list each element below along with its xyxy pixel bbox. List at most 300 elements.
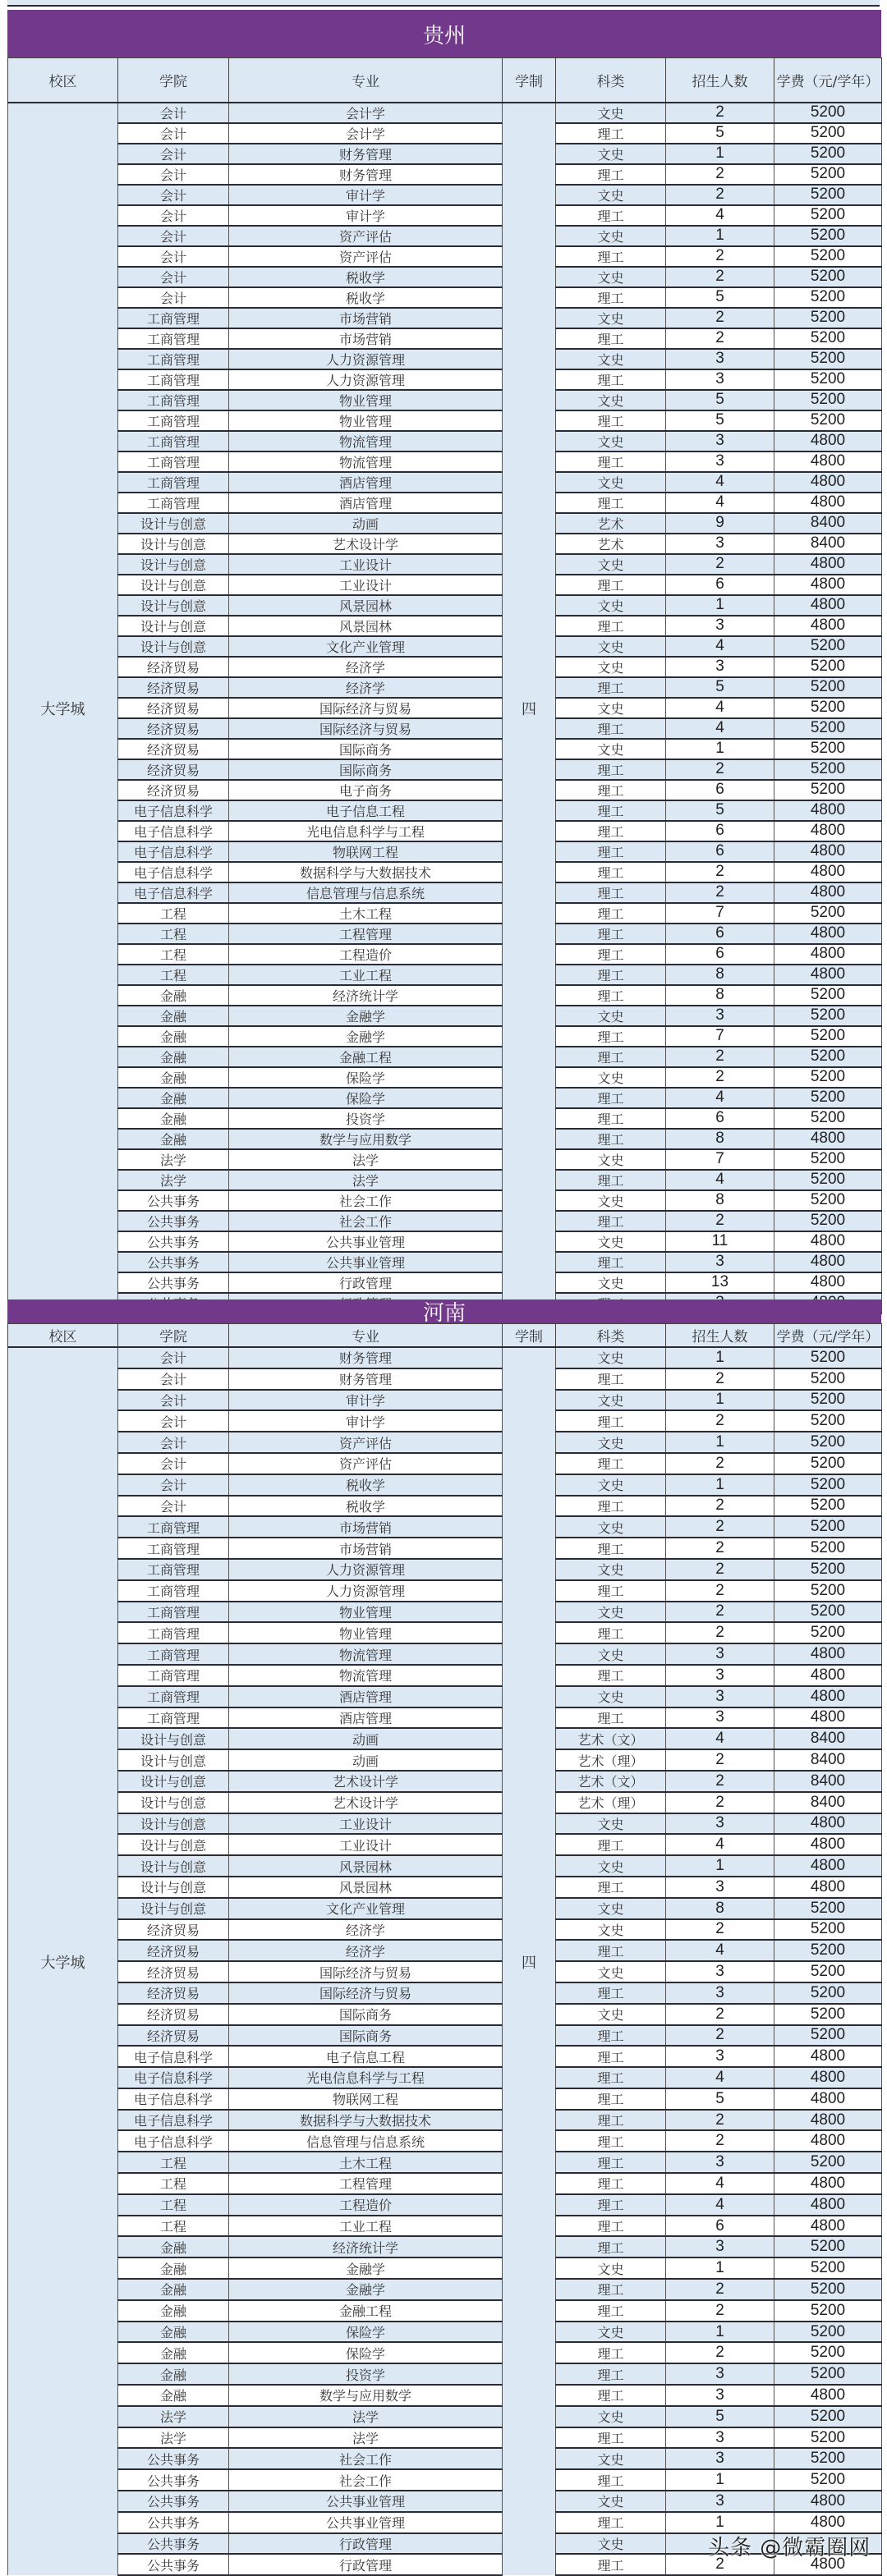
major-cell: 风景园林 [229, 1855, 503, 1877]
enrollment-cell: 2 [666, 267, 774, 287]
college-cell: 工商管理 [118, 369, 229, 390]
enrollment-cell: 2 [666, 2110, 774, 2131]
tuition-cell: 5200 [774, 267, 882, 287]
category-cell: 理工 [556, 1622, 666, 1643]
enrollment-cell: 2 [666, 2279, 774, 2300]
enrollment-cell: 6 [666, 2216, 774, 2237]
table-row [8, 513, 882, 534]
tuition-cell: 4800 [774, 965, 882, 985]
major-cell: 酒店管理 [229, 1686, 503, 1707]
major-cell: 资产评估 [229, 1453, 503, 1474]
major-cell: 风景园林 [229, 595, 503, 616]
duration-cell: 四 [503, 1347, 556, 2575]
tuition-cell: 4800 [774, 1272, 882, 1293]
enrollment-cell: 4 [666, 1834, 774, 1855]
major-cell: 光电信息科学与工程 [229, 2067, 503, 2088]
major-cell: 财务管理 [229, 1368, 503, 1390]
enrollment-table [7, 1323, 882, 2576]
tuition-cell: 5200 [774, 103, 882, 123]
table-row [8, 554, 882, 575]
major-cell: 资产评估 [229, 1432, 503, 1453]
tuition-cell: 4800 [774, 1252, 882, 1272]
category-cell: 理工 [556, 965, 666, 985]
table-row [8, 390, 882, 410]
enrollment-cell: 2 [666, 1047, 774, 1067]
category-cell: 理工 [556, 369, 666, 390]
college-cell: 设计与创意 [118, 595, 229, 616]
tuition-cell: 5200 [774, 1453, 882, 1474]
college-cell: 电子信息科学 [118, 2088, 229, 2110]
college-cell: 工商管理 [118, 1707, 229, 1729]
table-row [8, 595, 882, 616]
table-row [8, 1368, 882, 1390]
tuition-cell: 4800 [774, 2194, 882, 2216]
major-cell: 投资学 [229, 2363, 503, 2385]
tuition-cell: 5200 [774, 1170, 882, 1190]
table-row [8, 328, 882, 349]
category-cell: 艺术（理） [556, 1792, 666, 1813]
major-cell: 金融工程 [229, 2300, 503, 2322]
college-cell: 电子信息科学 [118, 821, 229, 841]
category-cell: 理工 [556, 1580, 666, 1602]
tuition-cell: 4800 [774, 2067, 882, 2088]
enrollment-cell: 8 [666, 1898, 774, 1919]
watermark: 头条 @微霸圈网 [708, 2536, 871, 2560]
college-cell: 金融 [118, 2385, 229, 2406]
tuition-cell: 5200 [774, 1602, 882, 1623]
col-tuition: 学费（元/学年） [774, 58, 882, 103]
category-cell: 文史 [556, 144, 666, 164]
col-college: 学院 [118, 58, 229, 103]
table-row [8, 616, 882, 636]
major-cell: 酒店管理 [229, 472, 503, 493]
campus-cell: 大学城 [8, 103, 118, 1313]
college-cell: 会计 [118, 1368, 229, 1390]
college-cell: 电子信息科学 [118, 2110, 229, 2131]
category-cell: 文史 [556, 2257, 666, 2279]
major-cell: 工业工程 [229, 965, 503, 985]
college-cell: 工程 [118, 903, 229, 924]
major-cell: 资产评估 [229, 246, 503, 267]
table-row [8, 2469, 882, 2491]
college-cell: 设计与创意 [118, 554, 229, 575]
major-cell: 经济学 [229, 1919, 503, 1941]
college-cell: 设计与创意 [118, 1728, 229, 1749]
table-row [8, 267, 882, 287]
category-cell: 文史 [556, 1149, 666, 1170]
major-cell: 工业设计 [229, 554, 503, 575]
table-row [8, 1347, 882, 1368]
enrollment-cell: 1 [666, 2512, 774, 2533]
college-cell: 电子信息科学 [118, 2046, 229, 2067]
table-row [8, 1047, 882, 1067]
major-cell: 投资学 [229, 1108, 503, 1129]
college-cell: 经济贸易 [118, 1961, 229, 1982]
category-cell: 理工 [556, 410, 666, 431]
college-cell: 会计 [118, 185, 229, 205]
enrollment-cell: 2 [666, 1368, 774, 1390]
enrollment-cell: 2 [666, 1453, 774, 1474]
category-cell: 文史 [556, 1813, 666, 1835]
table-row [8, 718, 882, 739]
major-cell: 市场营销 [229, 1516, 503, 1538]
major-cell: 公共事业管理 [229, 2491, 503, 2512]
major-cell: 财务管理 [229, 1347, 503, 1368]
table-row [8, 2300, 882, 2322]
tuition-cell: 5200 [774, 164, 882, 185]
category-cell: 理工 [556, 903, 666, 924]
tuition-cell: 5200 [774, 1211, 882, 1231]
tuition-cell: 4800 [774, 2110, 882, 2131]
category-cell: 文史 [556, 1067, 666, 1088]
category-cell: 理工 [556, 2194, 666, 2216]
tuition-cell: 4800 [774, 2216, 882, 2237]
enrollment-cell: 2 [666, 308, 774, 328]
tuition-cell: 5200 [774, 780, 882, 800]
table-row [8, 800, 882, 821]
college-cell: 设计与创意 [118, 1855, 229, 1877]
college-cell: 电子信息科学 [118, 800, 229, 821]
tuition-cell: 5200 [774, 698, 882, 718]
header-row [8, 1324, 882, 1348]
enrollment-cell: 2 [666, 759, 774, 780]
tuition-cell: 4800 [774, 595, 882, 616]
table-row [8, 1855, 882, 1877]
table-row [8, 2448, 882, 2469]
category-cell: 理工 [556, 1982, 666, 2004]
category-cell: 理工 [556, 1047, 666, 1067]
college-cell: 公共事务 [118, 1252, 229, 1272]
college-cell: 电子信息科学 [118, 862, 229, 882]
category-cell: 艺术（理） [556, 1749, 666, 1771]
major-cell: 人力资源管理 [229, 349, 503, 369]
college-cell: 金融 [118, 2342, 229, 2363]
college-cell: 经济贸易 [118, 718, 229, 739]
major-cell: 数学与应用数学 [229, 1129, 503, 1149]
enrollment-cell: 8 [666, 985, 774, 1006]
category-cell: 理工 [556, 1940, 666, 1961]
tuition-cell: 4800 [774, 1834, 882, 1855]
enrollment-cell: 3 [666, 431, 774, 451]
major-cell: 动画 [229, 513, 503, 534]
category-cell: 理工 [556, 2427, 666, 2449]
category-cell: 理工 [556, 1108, 666, 1129]
tuition-cell: 4800 [774, 1231, 882, 1252]
major-cell: 动画 [229, 1749, 503, 1771]
tuition-cell: 8400 [774, 1771, 882, 1792]
col-campus: 校区 [8, 1324, 118, 1348]
college-cell: 经济贸易 [118, 698, 229, 718]
table-row [8, 780, 882, 800]
category-cell: 艺术（文） [556, 1728, 666, 1749]
college-cell: 设计与创意 [118, 616, 229, 636]
major-cell: 经济统计学 [229, 2236, 503, 2257]
table-row [8, 1792, 882, 1813]
table-row [8, 2067, 882, 2088]
enrollment-cell: 3 [666, 534, 774, 554]
major-cell: 人力资源管理 [229, 1580, 503, 1602]
table-row [8, 985, 882, 1006]
category-cell: 理工 [556, 2279, 666, 2300]
enrollment-cell: 1 [666, 1855, 774, 1877]
enrollment-cell: 3 [666, 657, 774, 677]
category-cell: 文史 [556, 1474, 666, 1496]
tuition-cell: 4800 [774, 841, 882, 862]
enrollment-table [7, 57, 882, 1314]
major-cell: 税收学 [229, 1474, 503, 1496]
college-cell: 会计 [118, 1390, 229, 1411]
college-cell: 会计 [118, 1453, 229, 1474]
category-cell: 文史 [556, 1643, 666, 1665]
section-guizhou [7, 10, 881, 1314]
major-cell: 土木工程 [229, 903, 503, 924]
category-cell: 文史 [556, 1686, 666, 1707]
category-cell: 理工 [556, 1252, 666, 1272]
college-cell: 金融 [118, 1088, 229, 1108]
table-row [8, 739, 882, 759]
tuition-cell: 5200 [774, 759, 882, 780]
tuition-cell: 5200 [774, 2342, 882, 2363]
tuition-cell: 5200 [774, 1622, 882, 1643]
category-cell: 理工 [556, 575, 666, 595]
enrollment-cell: 6 [666, 821, 774, 841]
major-cell: 国际商务 [229, 759, 503, 780]
enrollment-cell: 3 [666, 2363, 774, 2385]
college-cell: 工商管理 [118, 1665, 229, 1686]
college-cell: 设计与创意 [118, 1834, 229, 1855]
table-row [8, 944, 882, 965]
enrollment-cell: 3 [666, 2427, 774, 2449]
tuition-cell: 5200 [774, 1538, 882, 1559]
tuition-cell: 4800 [774, 1855, 882, 1877]
table-row [8, 1252, 882, 1272]
college-cell: 设计与创意 [118, 1771, 229, 1792]
col-tuition: 学费（元/学年） [774, 1324, 882, 1348]
major-cell: 行政管理 [229, 2554, 503, 2575]
table-row [8, 2194, 882, 2216]
enrollment-cell: 6 [666, 1108, 774, 1129]
enrollment-cell: 3 [666, 1982, 774, 2004]
tuition-cell: 5200 [774, 226, 882, 246]
tuition-cell: 4800 [774, 1643, 882, 1665]
duration-cell: 四 [503, 103, 556, 1313]
college-cell: 经济贸易 [118, 1940, 229, 1961]
category-cell: 文史 [556, 308, 666, 328]
enrollment-cell: 4 [666, 1940, 774, 1961]
major-cell: 法学 [229, 2406, 503, 2427]
enrollment-cell: 4 [666, 205, 774, 226]
major-cell: 人力资源管理 [229, 369, 503, 390]
enrollment-cell: 4 [666, 698, 774, 718]
category-cell: 文史 [556, 1190, 666, 1211]
category-cell: 文史 [556, 267, 666, 287]
table-row [8, 205, 882, 226]
college-cell: 工商管理 [118, 308, 229, 328]
enrollment-cell: 3 [666, 1006, 774, 1026]
category-cell: 文史 [556, 2491, 666, 2512]
enrollment-cell: 3 [666, 2385, 774, 2406]
tuition-cell: 4800 [774, 2491, 882, 2512]
enrollment-cell: 4 [666, 1170, 774, 1190]
college-cell: 电子信息科学 [118, 2130, 229, 2152]
enrollment-cell: 2 [666, 1559, 774, 1580]
category-cell: 理工 [556, 821, 666, 841]
enrollment-cell: 3 [666, 451, 774, 472]
table-row [8, 2385, 882, 2406]
college-cell: 金融 [118, 1006, 229, 1026]
enrollment-cell: 1 [666, 2469, 774, 2491]
college-cell: 设计与创意 [118, 1813, 229, 1835]
category-cell: 理工 [556, 841, 666, 862]
enrollment-cell: 7 [666, 903, 774, 924]
tuition-cell: 5200 [774, 1940, 882, 1961]
tuition-cell: 5200 [774, 2004, 882, 2025]
enrollment-cell: 3 [666, 1665, 774, 1686]
major-cell: 艺术设计学 [229, 534, 503, 554]
college-cell: 设计与创意 [118, 513, 229, 534]
col-college: 学院 [118, 1324, 229, 1348]
college-cell: 法学 [118, 1170, 229, 1190]
major-cell: 金融学 [229, 1026, 503, 1047]
college-cell: 公共事务 [118, 2469, 229, 2491]
tuition-cell: 5200 [774, 2322, 882, 2343]
college-cell: 工程 [118, 924, 229, 944]
major-cell: 税收学 [229, 287, 503, 308]
table-row [8, 1559, 882, 1580]
tuition-cell: 5200 [774, 1390, 882, 1411]
table-row [8, 1961, 882, 1982]
tuition-cell: 5200 [774, 1067, 882, 1088]
enrollment-cell: 2 [666, 1516, 774, 1538]
tuition-cell: 4800 [774, 862, 882, 882]
enrollment-cell: 2 [666, 2025, 774, 2047]
college-cell: 公共事务 [118, 2512, 229, 2533]
category-cell: 文史 [556, 1231, 666, 1252]
major-cell: 国际商务 [229, 2025, 503, 2047]
tuition-cell: 4800 [774, 493, 882, 513]
major-cell: 社会工作 [229, 2448, 503, 2469]
table-row [8, 1580, 882, 1602]
enrollment-cell: 3 [666, 2046, 774, 2067]
major-cell: 经济学 [229, 657, 503, 677]
college-cell: 会计 [118, 123, 229, 144]
tuition-cell: 5200 [774, 1368, 882, 1390]
major-cell: 电子信息工程 [229, 2046, 503, 2067]
table-row [8, 185, 882, 205]
table-row [8, 308, 882, 328]
major-cell: 法学 [229, 1170, 503, 1190]
tuition-cell: 8400 [774, 1728, 882, 1749]
major-cell: 审计学 [229, 1390, 503, 1411]
major-cell: 法学 [229, 2427, 503, 2449]
major-cell: 物流管理 [229, 431, 503, 451]
tuition-cell: 5200 [774, 328, 882, 349]
category-cell: 文史 [556, 2322, 666, 2343]
major-cell: 资产评估 [229, 226, 503, 246]
category-cell: 理工 [556, 1496, 666, 1517]
category-cell: 理工 [556, 718, 666, 739]
major-cell: 金融工程 [229, 1047, 503, 1067]
enrollment-cell: 4 [666, 472, 774, 493]
table-row [8, 493, 882, 513]
table-row [8, 123, 882, 144]
table-row [8, 2088, 882, 2110]
category-cell: 艺术（文） [556, 1771, 666, 1792]
college-cell: 工程 [118, 2194, 229, 2216]
tuition-cell: 5200 [774, 1026, 882, 1047]
category-cell: 理工 [556, 1129, 666, 1149]
category-cell: 理工 [556, 616, 666, 636]
major-cell: 公共事业管理 [229, 2512, 503, 2533]
enrollment-cell: 5 [666, 2406, 774, 2427]
major-cell: 物联网工程 [229, 2088, 503, 2110]
enrollment-cell: 13 [666, 1272, 774, 1293]
tuition-cell: 4800 [774, 1129, 882, 1149]
category-cell: 艺术 [556, 513, 666, 534]
category-cell: 文史 [556, 1432, 666, 1453]
category-cell: 理工 [556, 2110, 666, 2131]
table-row [8, 2279, 882, 2300]
province-band [7, 10, 881, 57]
category-cell: 文史 [556, 636, 666, 657]
tuition-cell: 5200 [774, 2236, 882, 2257]
major-cell: 光电信息科学与工程 [229, 821, 503, 841]
table-row [8, 2406, 882, 2427]
table-row [8, 1474, 882, 1496]
major-cell: 土木工程 [229, 2152, 503, 2173]
college-cell: 工商管理 [118, 431, 229, 451]
college-cell: 金融 [118, 2236, 229, 2257]
college-cell: 设计与创意 [118, 636, 229, 657]
tuition-cell: 5200 [774, 144, 882, 164]
table-row [8, 1211, 882, 1231]
enrollment-cell: 1 [666, 1347, 774, 1368]
enrollment-cell: 6 [666, 841, 774, 862]
category-cell: 理工 [556, 1665, 666, 1686]
tuition-cell: 5200 [774, 2257, 882, 2279]
enrollment-cell: 2 [666, 1496, 774, 1517]
major-cell: 物业管理 [229, 1602, 503, 1623]
major-cell: 文化产业管理 [229, 636, 503, 657]
enrollment-cell: 3 [666, 1877, 774, 1898]
tuition-cell: 5200 [774, 369, 882, 390]
college-cell: 公共事务 [118, 2491, 229, 2512]
category-cell: 文史 [556, 1516, 666, 1538]
college-cell: 金融 [118, 2363, 229, 2385]
tuition-cell: 5200 [774, 2025, 882, 2047]
category-cell: 理工 [556, 2152, 666, 2173]
tuition-cell: 5200 [774, 2448, 882, 2469]
category-cell: 理工 [556, 246, 666, 267]
major-cell: 物业管理 [229, 410, 503, 431]
table-row [8, 2216, 882, 2237]
college-cell: 经济贸易 [118, 657, 229, 677]
tuition-cell: 5200 [774, 2406, 882, 2427]
enrollment-cell: 2 [666, 882, 774, 903]
major-cell: 国际经济与贸易 [229, 698, 503, 718]
tuition-cell: 4800 [774, 554, 882, 575]
tuition-cell: 5200 [774, 2363, 882, 2385]
major-cell: 风景园林 [229, 616, 503, 636]
category-cell: 文史 [556, 1390, 666, 1411]
enrollment-cell: 9 [666, 513, 774, 534]
major-cell: 社会工作 [229, 1211, 503, 1231]
enrollment-cell: 2 [666, 1749, 774, 1771]
tuition-cell: 5200 [774, 636, 882, 657]
enrollment-cell: 4 [666, 1728, 774, 1749]
enrollment-cell: 1 [666, 2257, 774, 2279]
col-campus: 校区 [8, 58, 118, 103]
